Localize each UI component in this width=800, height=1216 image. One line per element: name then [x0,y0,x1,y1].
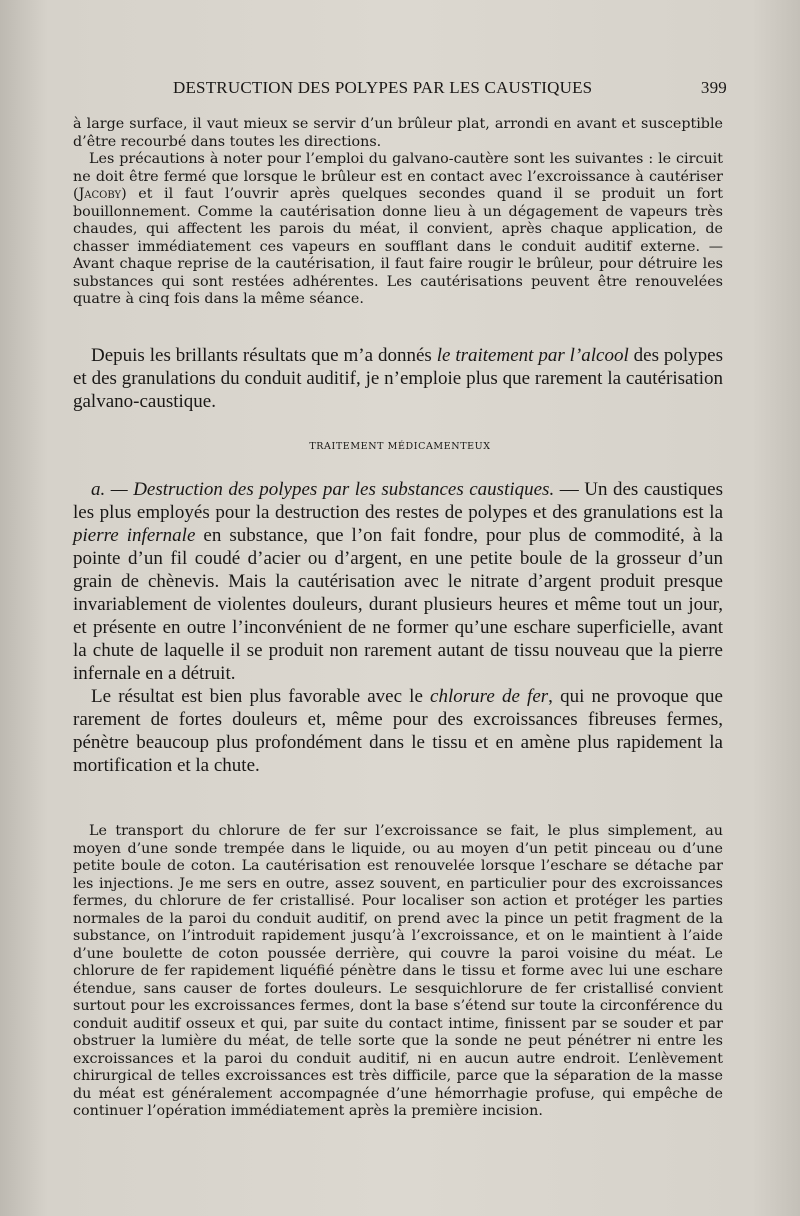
running-title: DESTRUCTION DES POLYPES PAR LES CAUSTIQUES [173,78,593,97]
subsection-label: a. — Destruction des polypes par les substances caustiques. [91,479,555,500]
main-text-block [73,478,723,777]
continued-paragraph: à large surface, il vaut mieux se servir d’un brûleur plat, arrondi en avant et susceptible d’être recourbé dans toutes les directions. [73,116,723,150]
iron-chloride-paragraph: Le résultat est bien plus favorable avec le chlorure de fer, qui ne provoque que rarement de fortes douleurs et, même pour des excroissances fibreuses fermes, pénètre beaucoup plus profondément dans le tissu et en amène plus rapidement la mortification et la chute. [73,686,723,776]
author-name: Jacoby [78,186,122,202]
precautions-paragraph: Les précautions à noter pour l’emploi du galvano-cautère sont les suivantes : le circuit ne doit être fermé que lorsque le brûleur est en contact avec l’excroissance à cautériser (Jacoby) et il faut l’ouvrir après quelques secondes quand il se produit un fort bouillonnement. Comme la cautérisation donne lieu à un dégagement de vapeurs très chaudes, qui affectent les parois du méat, il convient, après chaque application, de chasser immédiatement ces vapeurs en soufflant dans le conduit auditif externe. — Avant chaque reprise de la cautérisation, il faut faire rougir le brûleur, pour détruire les substances qui sont restées adhérentes. Les cautérisations peuvent être renouvelées quatre à cinq fois dans la même séance. [73,151,723,307]
bottom-text-block [73,823,723,1121]
top-text-block [73,116,723,309]
page-number: 399 [700,78,727,97]
caustics-paragraph: a. — Destruction des polypes par les substances caustiques. — Un des caustiques les plus employés pour la destruction des restes de polypes et des granulations est la pierre infernale en substance, que l’on fait fondre, pour plus de commodité, à la pointe d’un fil coudé d’acier ou d’argent, en une petite boule de la grosseur d’un grain de chènevis. Mais la cautérisation avec le nitrate d’argent produit presque invariablement de violentes douleurs, durant plusieurs heures et même tout un jour, et présente en outre l’inconvénient de ne former qu’une eschare superficielle, avant la chute de laquelle il se produit non rarement autant de tissu nouveau que la pierre infernale en a détruit. [73,479,723,684]
section-heading: TRAITEMENT MÉDICAMENTEUX [309,441,491,452]
transport-paragraph: Le transport du chlorure de fer sur l’excroissance se fait, le plus simplement, au moyen d’une sonde trempée dans le liquide, ou au moyen d’un petit pinceau ou d’une petite boule de coton. La cautérisation est renouvelée lorsque l’eschare se détache par les injections. Je me sers en outre, assez souvent, en particulier pour des excroissances fermes, du chlorure de fer cristallisé. Pour localiser son action et protéger les parties normales de la paroi du conduit auditif, on prend avec la pince un petit fragment de la substance, on l’introduit rapidement jusqu’à l’excroissance, et on le maintient à l’aide d’une boulette de coton poussée derrière, qui couvre la paroi voisine du méat. Le chlorure de fer rapidement liquéfié pénètre dans le tissu et forme avec lui une eschare étendue, sans causer de fortes douleurs. Le sesquichlorure de fer cristallisé convient surtout pour les excroissances fermes, dont la base s’étend sur toute la circonférence du conduit auditif osseux et qui, par suite du contact intime, finissent par se souder et par obstruer la lumière du méat, de telle sorte que la sonde ne peut pénétrer ni entre les excroissances et la paroi du conduit auditif, ni en aucun autre endroit. L’enlèvement chirurgical de telles excroissances est très difficile, parce que la séparation de la masse du méat est généralement accompagnée d’une hémorrhagie profuse, qui empêche de continuer l’opération immédiatement après la première incision. [73,823,723,1119]
alcohol-paragraph: Depuis les brillants résultats que m’a donnés le traitement par l’alcool des polypes et des granulations du conduit auditif, je n’emploie plus que rarement la cautérisation galvano-caustique. [73,345,723,412]
alcohol-paragraph-block [73,344,723,413]
